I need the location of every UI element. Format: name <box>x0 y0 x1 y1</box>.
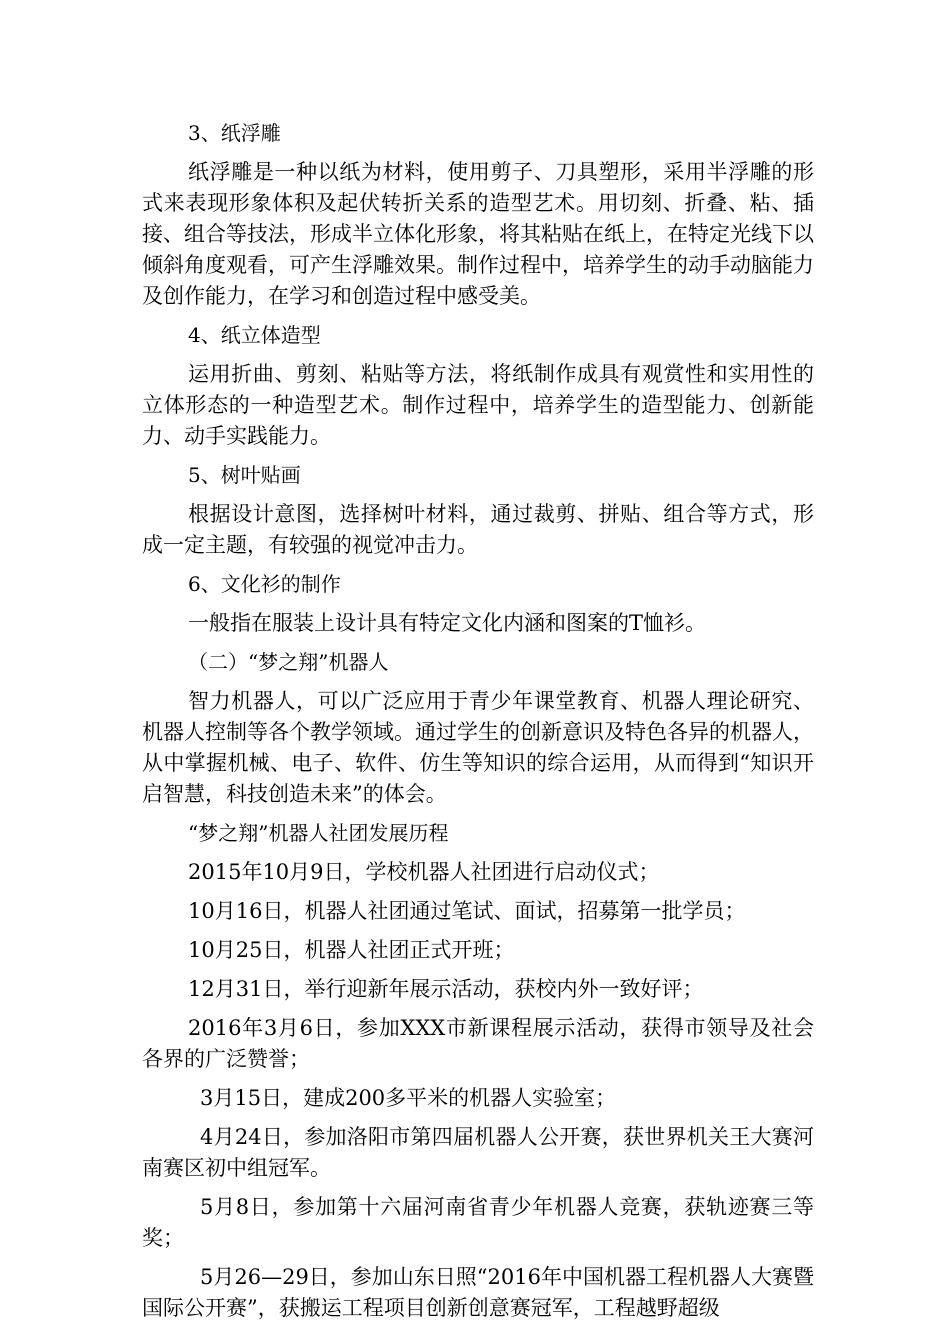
timeline-item: 3月15日，建成200多平米的机器人实验室； <box>200 1086 617 1110</box>
timeline-item: 10月16日，机器人社团通过笔试、面试，招募第一批学员； <box>188 899 746 923</box>
paragraph-paper-relief: 纸浮雕是一种以纸为材料，使用剪子、刀具塑形，采用半浮雕的形式来表现形象体积及起伏转折关系的造型艺术。用切刻、折叠、粘、插接、组合等技法，形成半立体化形象，将其粘贴在纸上，在特定光线下以倾斜角度观看，可产生浮雕效果。制作过程中，培养学生的动手动脑能力及创作能力，在学习和创造过程中感受美。 <box>142 160 814 308</box>
timeline-item: 12月31日，举行迎新年展示活动，获校内外一致好评； <box>188 977 704 1001</box>
heading-culture-shirt: 6、文化衫的制作 <box>188 572 341 596</box>
timeline-item: 5月26—29日，参加山东日照“2016年中国机器工程机器人大赛暨国际公开赛”，获搬运工程项目创新创意赛冠军，工程越野超级 <box>142 1265 814 1320</box>
timeline-item: 5月8日，参加第十六届河南省青少年机器人竞赛，获轨迹赛三等奖； <box>142 1195 814 1250</box>
paragraph-robot-intro: 智力机器人，可以广泛应用于青少年课堂教育、机器人理论研究、机器人控制等各个教学领域。通过学生的创新意识及特色各异的机器人，从中掌握机械、电子、软件、仿生等知识的综合运用，从而得到“知识开启智慧，科技创造未来”的体会。 <box>142 689 814 806</box>
heading-paper-relief: 3、纸浮雕 <box>188 121 281 145</box>
document-body <box>142 118 814 1332</box>
heading-robot-history: “梦之翔”机器人社团发展历程 <box>188 821 449 845</box>
timeline-item: 2016年3月6日，参加XXX市新课程展示活动，获得市领导及社会各界的广泛赞誉； <box>142 1016 814 1071</box>
paragraph-culture-shirt: 一般指在服装上设计具有特定文化内涵和图案的T恤衫。 <box>188 611 707 635</box>
timeline-item: 2015年10月9日，学校机器人社团进行启动仪式； <box>188 860 660 884</box>
timeline-item: 10月25日，机器人社团正式开班； <box>188 938 515 962</box>
heading-robot: （二）“梦之翔”机器人 <box>188 650 389 674</box>
heading-paper-3d-modeling: 4、纸立体造型 <box>188 323 321 347</box>
paragraph-leaf-collage: 根据设计意图，选择树叶材料，通过裁剪、拼贴、组合等方式，形成一定主题，有较强的视觉冲击力。 <box>142 502 814 557</box>
paragraph-paper-3d-modeling: 运用折曲、剪刻、粘贴等方法，将纸制作成具有观赏性和实用性的立体形态的一种造型艺术。制作过程中，培养学生的造型能力、创新能力、动手实践能力。 <box>142 362 814 448</box>
heading-leaf-collage: 5、树叶贴画 <box>188 463 301 487</box>
timeline-item: 4月24日，参加洛阳市第四届机器人公开赛，获世界机关王大赛河南赛区初中组冠军。 <box>142 1125 814 1180</box>
